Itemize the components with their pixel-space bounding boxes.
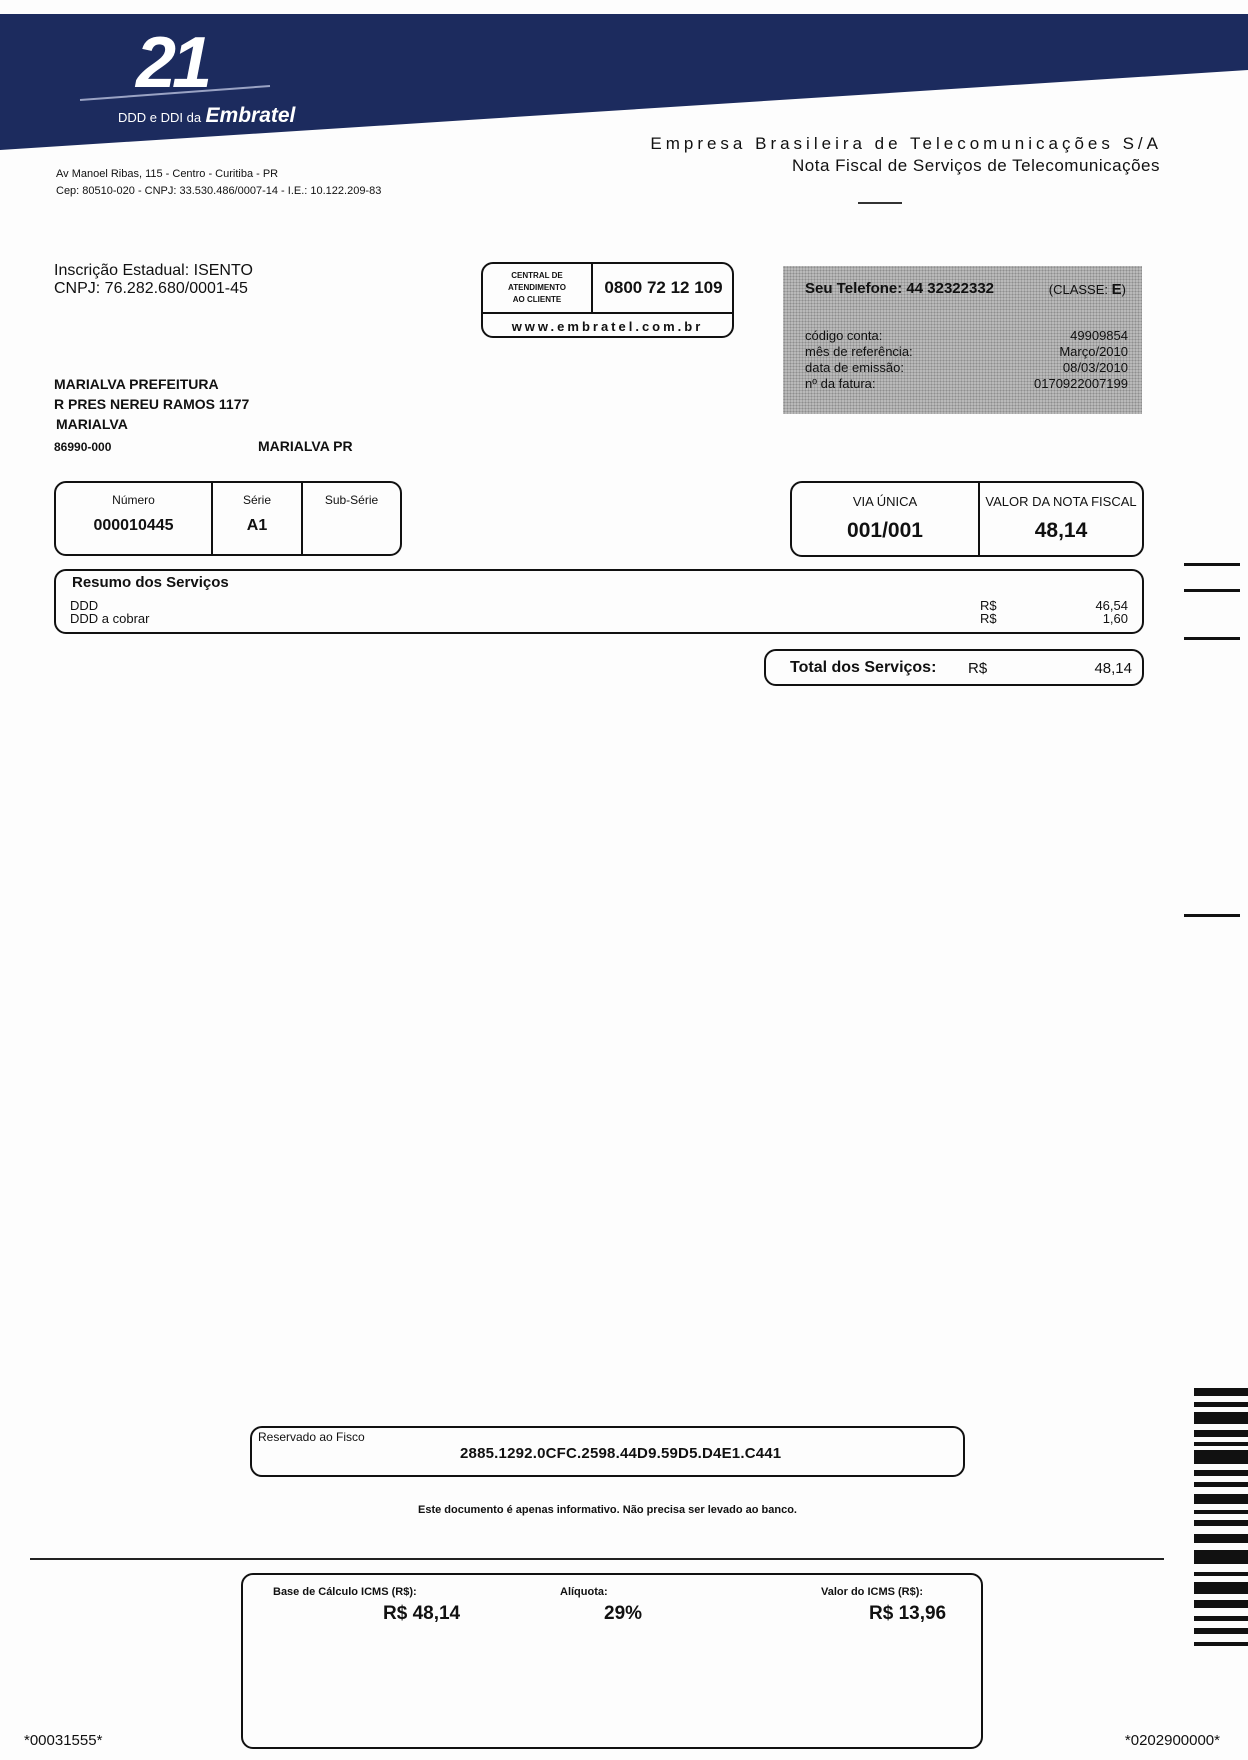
document-title: Nota Fiscal de Serviços de Telecomunicações [792,156,1160,175]
total-amount: 48,14 [1094,660,1132,677]
support-phone[interactable]: 0800 72 12 109 [604,278,723,297]
customer-city-state: MARIALVA PR [258,438,353,454]
margin-mark [1184,914,1240,917]
fisco-code: 2885.1292.0CFC.2598.44D9.59D5.D4E1.C441 [460,1445,782,1462]
invoice-ids-box [54,481,402,556]
title-dash [858,202,902,204]
total-currency: R$ [968,660,988,677]
numero-value: 000010445 [93,517,174,534]
account-row: nº da fatura: 0170922007199 [805,376,1128,391]
fisco-label: Reservado ao Fisco [258,1430,365,1444]
service-item [70,599,1128,612]
account-row: mês de referência: Março/2010 [805,344,1128,359]
account-row: código conta: 49909854 [805,328,1128,343]
issuer-address-line2: Cep: 80510-020 - CNPJ: 33.530.486/0007-14 - I.E.: 10.122.209-83 [56,185,382,197]
services-box [54,569,1144,634]
invoice-value-box [790,481,1144,557]
margin-mark [1184,589,1240,592]
via-label: VIA ÚNICA [852,494,918,509]
divider-line [30,1558,1164,1560]
icms-aliquota-label: Alíquota: [560,1586,608,1598]
service-name: DDD a cobrar [70,611,150,626]
margin-mark [1184,563,1240,566]
valor-label: VALOR DA NOTA FISCAL [985,494,1137,509]
icms-valor-value: R$ 13,96 [869,1603,947,1624]
support-label: CENTRAL DE ATENDIMENTO AO CLIENTE [508,271,566,304]
phone-label: Seu Telefone: 44 32322332 [805,280,995,297]
margin-mark [1184,637,1240,640]
service-amount: 1,60 [1102,611,1128,626]
icms-aliquota-value: 29% [604,1603,643,1624]
service-amount: 46,54 [1095,598,1128,613]
footer-left-code: *00031555* [24,1732,103,1749]
support-box [481,262,734,338]
icms-valor-label: Valor do ICMS (R$): [821,1586,924,1598]
fisco-box [250,1426,965,1477]
class-info: (CLASSE: E) [1048,281,1126,298]
account-box [783,266,1142,414]
logo-tagline: DDD e DDI da [118,110,202,125]
side-barcode [1194,1384,1248,1660]
company-name: Empresa Brasileira de Telecomunicações S/A [650,134,1162,153]
service-item [70,612,1128,625]
support-hr [483,312,732,314]
customer-cep: 86990-000 [54,440,112,454]
icms-base-value: R$ 48,14 [383,1603,461,1624]
total-box [764,649,1144,686]
customer-city: MARIALVA [56,416,128,432]
total-label: Total dos Serviços: [790,659,937,676]
subserie-label: Sub-Série [324,493,379,507]
service-currency: R$ [980,598,997,613]
fisco-notice: Este documento é apenas informativo. Não precisa ser levado ao banco. [417,1504,797,1516]
serie-label: Série [242,493,271,507]
account-row: data de emissão: 08/03/2010 [805,360,1128,375]
numero-label: Número [112,493,155,507]
customer-cnpj: CNPJ: 76.282.680/0001-45 [54,280,248,297]
service-currency: R$ [980,611,997,626]
icms-box [241,1573,983,1749]
logo-number: 21 [136,23,209,103]
via-value: 001/001 [847,519,923,542]
state-registration: Inscrição Estadual: ISENTO [54,262,253,279]
service-name: DDD [70,598,99,613]
valor-value: 48,14 [1034,519,1088,542]
issuer-address-line1: Av Manoel Ribas, 115 - Centro - Curitiba - PR [56,168,279,180]
phone-number: 44 32322332 [906,280,995,297]
icms-base-label: Base de Cálculo ICMS (R$): [273,1586,417,1598]
logo-brand: Embratel [205,104,296,127]
footer-right-code: *0202900000* [1124,1732,1220,1749]
services-title: Resumo dos Serviços [72,574,229,591]
serie-value: A1 [246,517,268,534]
support-website[interactable]: www.embratel.com.br [511,319,704,334]
customer-street: R PRES NEREU RAMOS 1177 [54,396,250,412]
logo [118,22,308,132]
customer-name: MARIALVA PREFEITURA [54,376,219,392]
